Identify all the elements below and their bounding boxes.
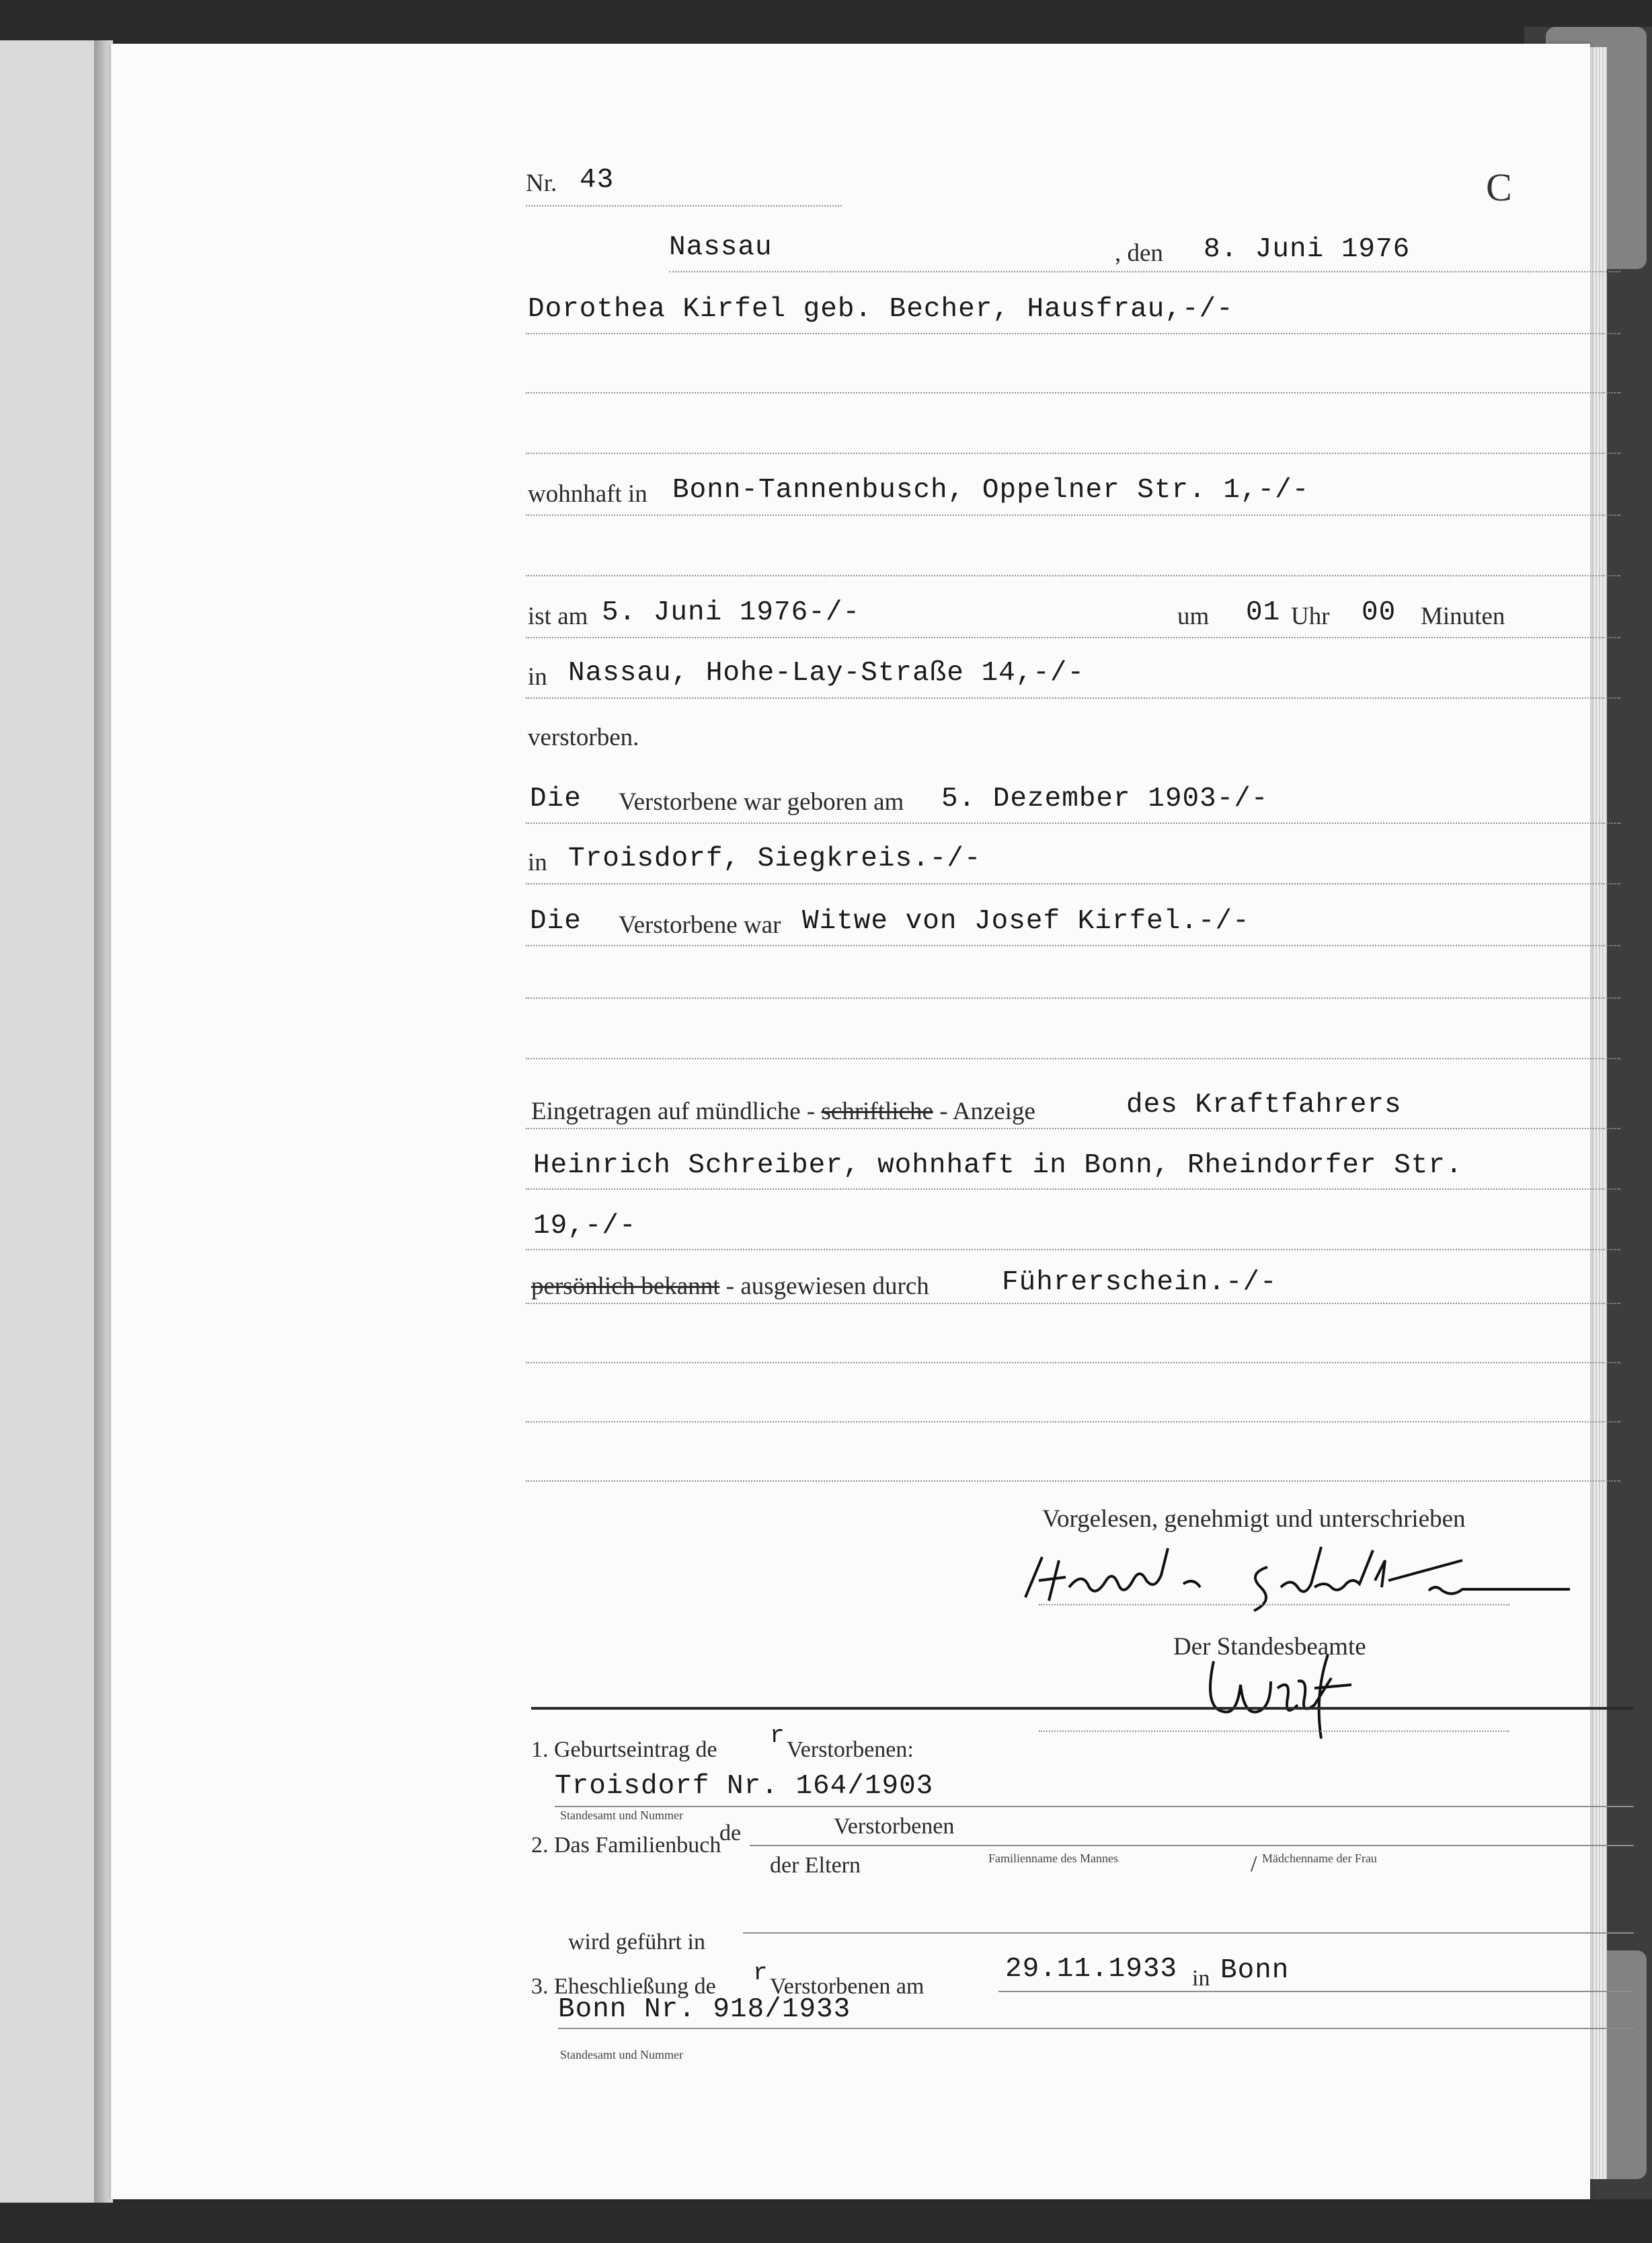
birth-date-rule [526,823,1620,824]
blank-rule [526,453,1620,454]
ist-am-label: ist am [528,603,588,630]
in-label: in [528,663,547,691]
deceased-name: Dorothea Kirfel geb. Becher, Hausfrau,-/- [528,294,1234,325]
wird-gefuehrt-label: wird geführt in [568,1930,705,1954]
familienbuch-rule-2 [1261,1845,1634,1846]
verstorben-label: verstorben. [528,724,639,751]
death-minute: 00 [1362,597,1397,628]
entry-number: 43 [580,165,615,196]
death-place: Nassau, Hohe-Lay-Straße 14,-/- [568,658,1085,689]
die-typed: Die [530,784,582,814]
death-date: 5. Juni 1976-/- [602,597,861,628]
death-place-rule [526,697,1620,699]
footer-item2-verstorbenen: Verstorbenen [834,1814,955,1839]
informant-occupation: des Kraftfahrers [1126,1090,1402,1120]
marriage-rule [998,1991,1634,1992]
book-binding [94,40,113,2203]
familienname-mann-label: Familienname des Mannes [988,1852,1118,1865]
footer-item2-de: de [719,1821,742,1846]
date-rule [669,271,1620,272]
blank-rule [526,1058,1620,1059]
marriage-register-entry: Bonn Nr. 918/1933 [558,1994,851,2025]
anzeige-label: Eingetragen auf mündliche - schriftliche - Anzeige [531,1098,1035,1125]
informant-name-address: Heinrich Schreiber, wohnhaft in Bonn, Rheindorfer Str. [533,1150,1463,1181]
registration-date: 8. Juni 1976 [1204,234,1411,265]
slash: / [1251,1852,1257,1876]
footer-item1-suffix: r [770,1722,785,1749]
blank-rule [526,392,1620,393]
den-label: , den [1115,239,1163,267]
registrar-signature [1204,1641,1365,1742]
nr-label: Nr. [526,169,557,197]
struck-persoenlich-bekannt: persönlich bekannt [531,1272,720,1300]
war-label: Verstorbene war [619,911,781,939]
birth-place-rule [526,883,1620,884]
identification-label: persönlich bekannt - ausgewiesen durch [531,1272,929,1300]
marital-status: Witwe von Josef Kirfel.-/- [802,906,1250,937]
uhr-label: Uhr [1291,603,1330,630]
register-page [111,44,1590,2199]
identification-value: Führerschein.-/- [1002,1267,1277,1298]
struck-schriftliche: schriftliche [821,1098,933,1125]
marriage-register-rule [558,2028,1634,2029]
footer-item1-after: Verstorbenen: [787,1737,914,1762]
birth-date: 5. Dezember 1903-/- [941,784,1269,814]
informant-signature [1012,1540,1577,1621]
left-page [0,40,108,2203]
nr-rule [526,205,842,206]
registrar-signature-rule [1039,1731,1509,1732]
wohnhaft-label: wohnhaft in [528,480,647,508]
geboren-label: Verstorbene war geboren am [619,788,904,816]
birth-in-label: in [528,849,547,876]
um-label: um [1177,603,1210,630]
marriage-place: Bonn [1220,1955,1290,1986]
blank-rule [526,1421,1620,1422]
death-hour: 01 [1246,597,1281,628]
blank-rule [526,997,1620,999]
status-rule [526,945,1620,946]
death-date-rule [526,637,1620,638]
maedchenname-label: Mädchenname der Frau [1262,1852,1377,1865]
footer-item3-label: 3. Eheschließung de [531,1974,716,1999]
signature-caption: Vorgelesen, genehmigt und unterschrieben [1042,1505,1466,1533]
footer-item2-label: 2. Das Familienbuch [531,1833,721,1858]
informant-signature-rule [1039,1604,1509,1605]
identification-rule [526,1303,1620,1304]
register-letter: C [1486,165,1512,209]
birth-register-rule [555,1806,1634,1807]
footer-item3-suffix: r [753,1959,769,1987]
minuten-label: Minuten [1421,603,1505,630]
blank-rule [526,1480,1620,1482]
standesamt-label-1: Standesamt und Nummer [560,1809,683,1822]
birth-register-entry: Troisdorf Nr. 164/1903 [555,1771,934,1802]
residence-value: Bonn-Tannenbusch, Oppelner Str. 1,-/- [672,475,1310,506]
residence-rule [526,515,1620,516]
wird-gefuehrt-rule [743,1932,1634,1934]
name-rule [526,333,1620,334]
footer-item3-after: Verstorbenen am [770,1974,925,1999]
footer-item2-eltern: der Eltern [770,1853,861,1878]
informant-cont-rule [526,1249,1620,1250]
standesamt-label-2: Standesamt und Nummer [560,2048,683,2061]
informant-rule [526,1128,1620,1129]
informant-address-cont: 19,-/- [533,1211,637,1242]
blank-rule [526,575,1620,576]
footer-divider [531,1707,1634,1710]
footer-item1-label: 1. Geburtseintrag de [531,1737,717,1762]
informant-address-rule [526,1188,1620,1190]
blank-rule [526,1362,1620,1363]
die-typed-2: Die [530,906,582,937]
marriage-date: 29.11.1933 [1005,1954,1178,1985]
birth-place: Troisdorf, Siegkreis.-/- [568,843,982,874]
registrar-caption: Der Standesbeamte [1173,1633,1366,1661]
footer-item3-in: in [1192,1966,1210,1991]
place-of-registration: Nassau [669,232,773,263]
